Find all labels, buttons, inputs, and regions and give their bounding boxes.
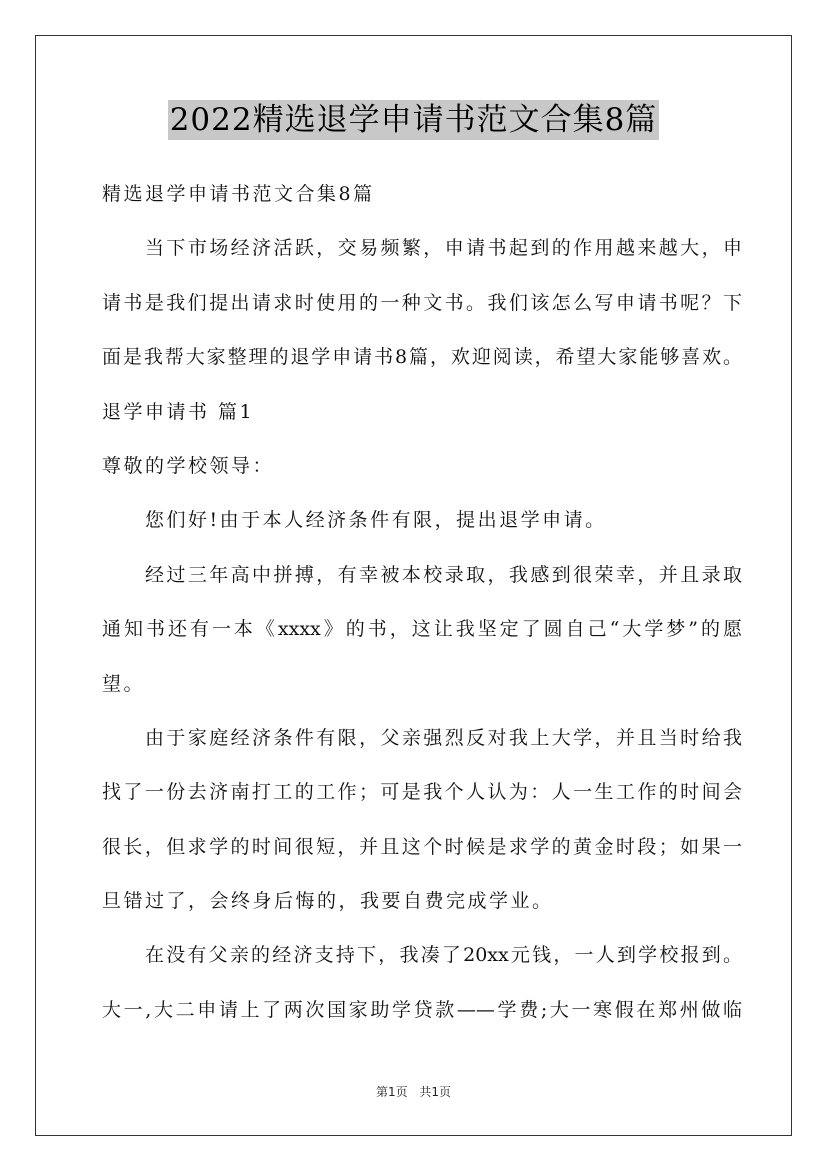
page-total: 共1页 xyxy=(419,1085,452,1099)
text-line: 很长，但求学的时间很短，并且这个时候是求学的黄金时段；如果一 xyxy=(102,835,742,858)
page-number: 第1页 xyxy=(375,1085,408,1099)
text-line: 在没有父亲的经济支持下，我凑了20xx元钱，一人到学校报到。 xyxy=(145,944,742,967)
text-line: 您们好!由于本人经济条件有限，提出退学申请。 xyxy=(145,509,607,532)
text-line: 当下市场经济活跃，交易频繁，申请书起到的作用越来越大，申 xyxy=(145,237,742,260)
title-container xyxy=(0,100,827,140)
text-line: 找了一份去济南打工的工作；可是我个人认为：人一生工作的时间会 xyxy=(102,781,742,804)
text-line: 经过三年高中拼搏，有幸被本校录取，我感到很荣幸，并且录取 xyxy=(145,563,742,586)
text-line: 旦错过了，会终身后悔的，我要自费完成学业。 xyxy=(102,890,554,913)
document-body xyxy=(102,167,742,1037)
text-line: 面是我帮大家整理的退学申请书8篇，欢迎阅读，希望大家能够喜欢。 xyxy=(102,346,742,369)
text-line: 尊敬的学校领导： xyxy=(102,454,275,477)
page-footer xyxy=(0,1083,827,1100)
text-line: 望。 xyxy=(102,672,146,695)
text-line: 精选退学申请书范文合集8篇 xyxy=(102,183,375,205)
text-line: 由于家庭经济条件有限，父亲强烈反对我上大学，并且当时给我 xyxy=(145,726,742,749)
text-line: 请书是我们提出请求时使用的一种文书。我们该怎么写申请书呢？下 xyxy=(102,291,742,314)
document-title: 2022精选退学申请书范文合集8篇 xyxy=(169,102,658,138)
text-line: 通知书还有一本《xxxx》的书，这让我坚定了圆自己“大学梦”的愿 xyxy=(102,618,742,641)
text-line: 大一,大二申请上了两次国家助学贷款——学费;大一寒假在郑州做临 xyxy=(102,998,742,1021)
text-line: 退学申请书 篇1 xyxy=(102,400,255,423)
